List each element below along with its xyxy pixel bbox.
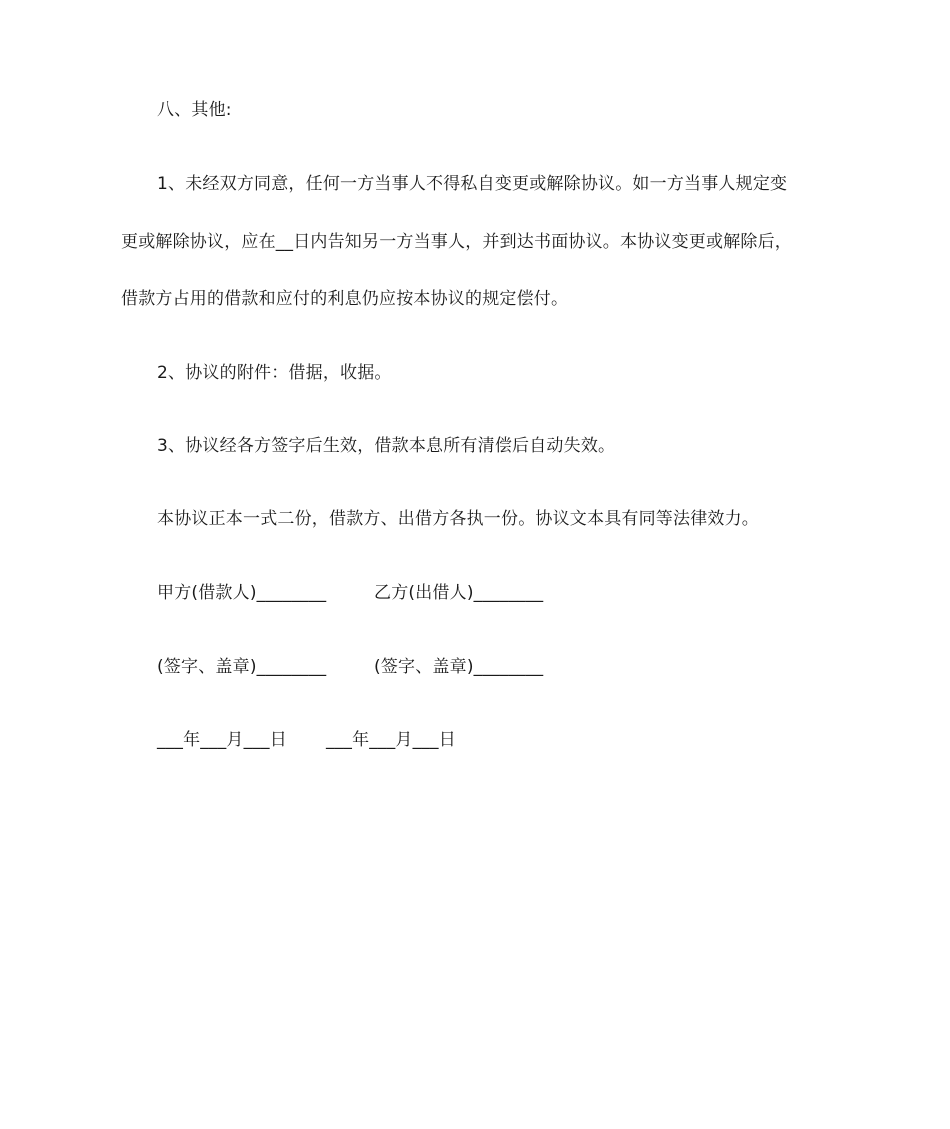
party-a-seal: (签字、盖章)________	[157, 657, 327, 677]
clause-1-line-1: 1、未经双方同意，任何一方当事人不得私自变更或解除协议。如一方当事人规定变	[157, 174, 788, 194]
party-a-label: 甲方(借款人)________	[157, 583, 327, 603]
party-a-date: ___年___月___日	[157, 730, 287, 750]
clause-1-line-2: 更或解除协议，应在__日内告知另一方当事人，并到达书面协议。本协议变更或解除后，	[121, 232, 792, 252]
clause-1-line-3: 借款方占用的借款和应付的利息仍应按本协议的规定偿付。	[121, 289, 569, 309]
clause-2: 2、协议的附件：借据，收据。	[157, 363, 392, 383]
party-b-label: 乙方(出借人)________	[374, 583, 544, 603]
party-b-date: ___年___月___日	[326, 730, 456, 750]
clause-3: 3、协议经各方签字后生效，借款本息所有清偿后自动失效。	[157, 436, 616, 456]
copies-note: 本协议正本一式二份，借款方、出借方各执一份。协议文本具有同等法律效力。	[157, 509, 759, 529]
party-b-seal: (签字、盖章)________	[374, 657, 544, 677]
section-heading: 八、其他:	[157, 100, 232, 120]
